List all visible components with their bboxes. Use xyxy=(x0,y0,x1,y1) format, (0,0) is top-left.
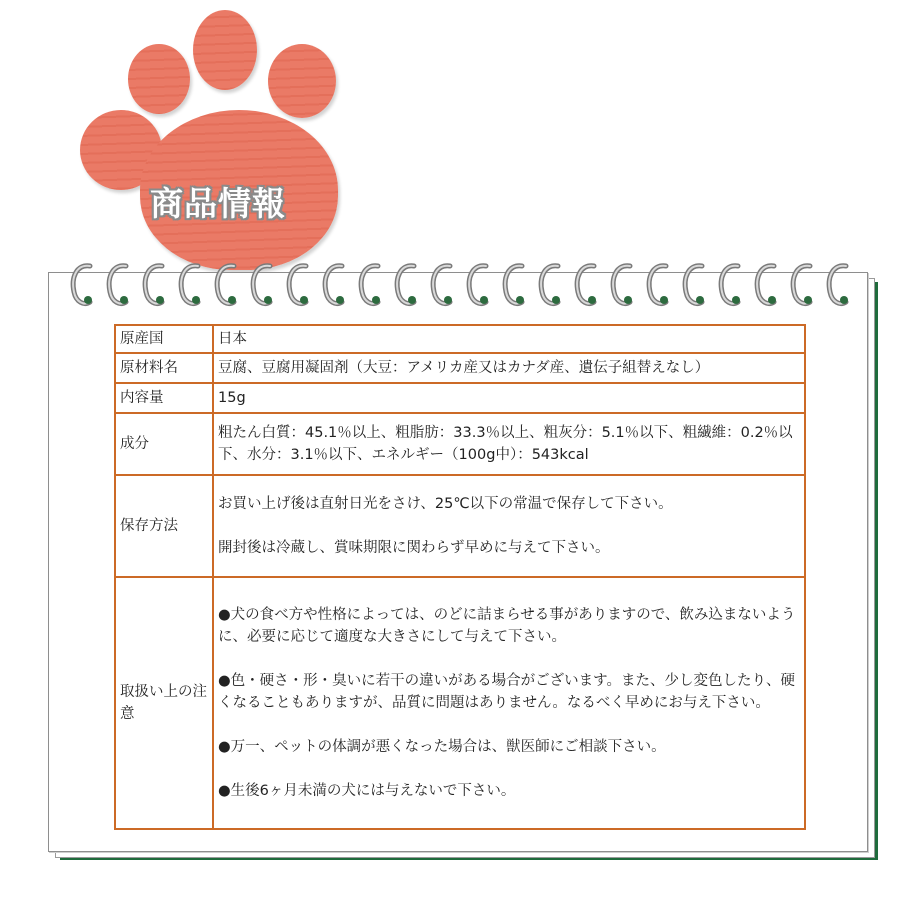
row-value: 15g xyxy=(213,383,805,413)
caution-paragraph: ●色・硬さ・形・臭いに若干の違いがある場合がございます。また、少し変色したり、硬くなることもありますが、品質に問題はありません。なるべく早めにお与え下さい。 xyxy=(218,673,795,711)
spiral-ring xyxy=(469,266,488,304)
row-value xyxy=(213,577,805,829)
row-value: 日本 xyxy=(213,325,805,353)
spiral-binding xyxy=(60,256,860,312)
spiral-ring xyxy=(73,266,92,304)
caution-paragraph: ●万一、ペットの体調が悪くなった場合は、獣医師にご相談下さい。 xyxy=(218,739,666,755)
table-row xyxy=(115,475,805,577)
row-label: 原産国 xyxy=(115,325,213,353)
table-row xyxy=(115,577,805,829)
row-label: 原材料名 xyxy=(115,353,213,383)
row-value: 豆腐、豆腐用凝固剤（大豆：アメリカ産又はカナダ産、遺伝子組替えなし） xyxy=(213,353,805,383)
spiral-ring xyxy=(361,266,380,304)
storage-paragraph: お買い上げ後は直射日光をさけ、25℃以下の常温で保存して下さい。 xyxy=(218,496,673,512)
spiral-ring xyxy=(541,266,560,304)
row-label: 取扱い上の注意 xyxy=(115,577,213,829)
spiral-ring xyxy=(217,266,236,304)
spiral-ring xyxy=(685,266,704,304)
table-row xyxy=(115,413,805,475)
paw-toe-pad xyxy=(128,44,190,114)
row-label: 保存方法 xyxy=(115,475,213,577)
storage-paragraph: 開封後は冷蔵し、賞味期限に関わらず早めに与えて下さい。 xyxy=(218,540,610,556)
spiral-ring xyxy=(145,266,164,304)
row-value: 粗たん白質：45.1％以上、粗脂肪：33.3％以上、粗灰分：5.1％以下、粗繊維：0.2％以下、水分：3.1％以下、エネルギー（100g中）：543kcal xyxy=(213,413,805,475)
spiral-ring xyxy=(505,266,524,304)
paw-print-logo xyxy=(0,0,920,300)
spiral-ring-group xyxy=(73,266,848,304)
row-label: 成分 xyxy=(115,413,213,475)
product-info-table xyxy=(114,324,806,830)
spiral-ring xyxy=(577,266,596,304)
row-label: 内容量 xyxy=(115,383,213,413)
spiral-ring xyxy=(397,266,416,304)
paw-toe-pad xyxy=(193,10,257,90)
spiral-ring xyxy=(325,266,344,304)
page-title: 商品情報 xyxy=(150,184,286,223)
row-value xyxy=(213,475,805,577)
caution-paragraph: ●犬の食べ方や性格によっては、のどに詰まらせる事がありますので、飲み込まないように、必要に応じて適度な大きさにして与えて下さい。 xyxy=(218,607,796,645)
spiral-ring xyxy=(433,266,452,304)
table-row xyxy=(115,353,805,383)
spiral-ring xyxy=(829,266,848,304)
spiral-ring xyxy=(613,266,632,304)
spiral-ring xyxy=(721,266,740,304)
table-row xyxy=(115,325,805,353)
spiral-ring xyxy=(181,266,200,304)
spiral-ring xyxy=(253,266,272,304)
caution-paragraph: ●生後6ヶ月未満の犬には与えないで下さい。 xyxy=(218,783,516,799)
spiral-ring xyxy=(289,266,308,304)
table-row xyxy=(115,383,805,413)
paw-toe-pad xyxy=(268,44,336,118)
spiral-ring xyxy=(757,266,776,304)
spiral-ring xyxy=(649,266,668,304)
spiral-ring xyxy=(793,266,812,304)
spiral-ring xyxy=(109,266,128,304)
